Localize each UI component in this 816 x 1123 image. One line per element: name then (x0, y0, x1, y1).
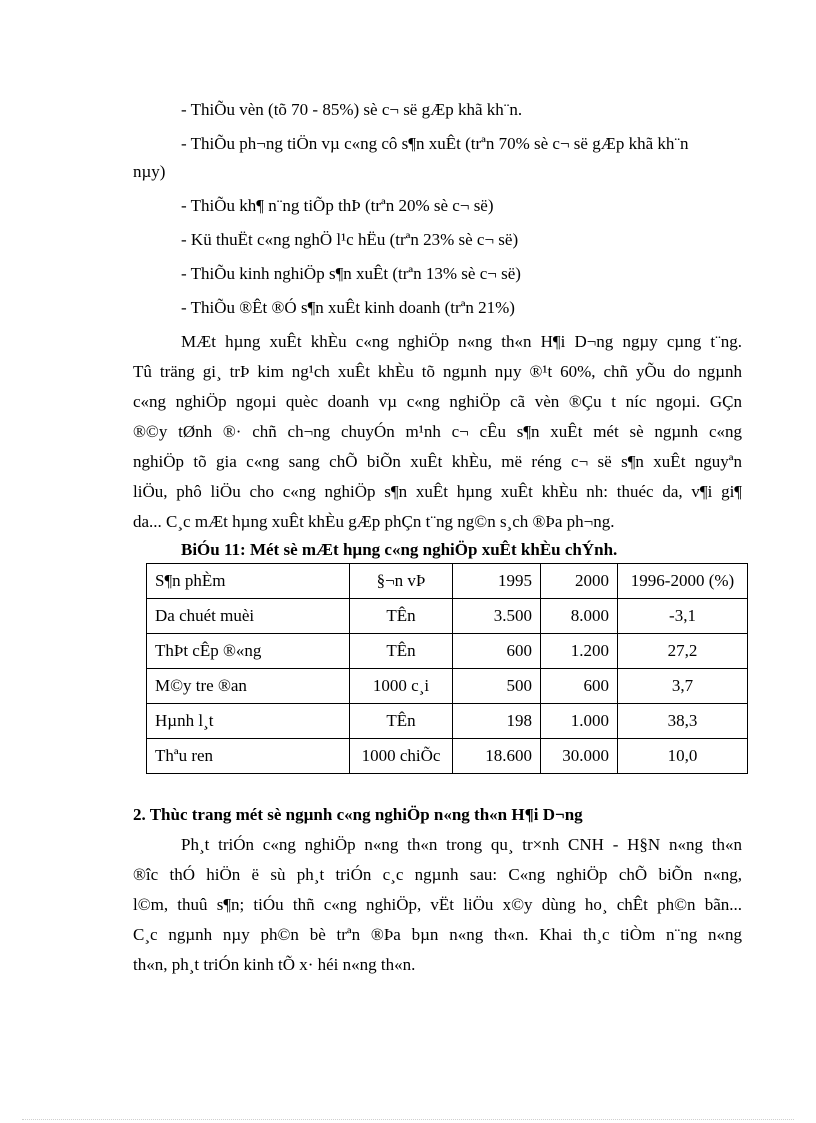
header-cell: 2000 (541, 564, 618, 599)
bullet-item: - ThiÕu kinh nghiÖp s¶n xuÊt (trªn 13% sè c¬ së) (181, 264, 521, 283)
cell-growth: 10,0 (618, 739, 748, 774)
cell-growth: 3,7 (618, 669, 748, 704)
cell-product: M©y tre ®an (147, 669, 350, 704)
cell-1995: 500 (453, 669, 541, 704)
paragraph-line: MÆt hµng xuÊt khÈu c«ng nghiÖp n«ng th«n H¶i D¬ng ngµy cµng t¨ng. (181, 332, 742, 351)
cell-growth: 38,3 (618, 704, 748, 739)
page-bottom-rule (22, 1119, 794, 1120)
cell-2000: 600 (541, 669, 618, 704)
cell-unit: TÊn (350, 704, 453, 739)
header-cell: 1995 (453, 564, 541, 599)
cell-growth: 27,2 (618, 634, 748, 669)
cell-2000: 8.000 (541, 599, 618, 634)
cell-unit: 1000 c¸i (350, 669, 453, 704)
section-heading: 2. Thùc trang mét sè ngµnh c«ng nghiÖp n«ng th«n H¶i D¬ng (133, 805, 583, 824)
cell-1995: 600 (453, 634, 541, 669)
cell-1995: 18.600 (453, 739, 541, 774)
cell-product: Hµnh l¸t (147, 704, 350, 739)
cell-1995: 198 (453, 704, 541, 739)
paragraph-line: th«n, ph¸t triÓn kinh tÕ x· héi n«ng th«n. (133, 955, 416, 974)
cell-growth: -3,1 (618, 599, 748, 634)
table-row (147, 739, 748, 774)
bullet-item: - Kü thuËt c«ng nghÖ l¹c hËu (trªn 23% sè c¬ së) (181, 230, 519, 249)
cell-2000: 1.000 (541, 704, 618, 739)
table-header-row (147, 564, 748, 599)
paragraph-line: c«ng nghiÖp ngoµi quèc doanh vµ c«ng nghiÖp cã vèn ®Çu t níc ngoµi. GÇn (133, 392, 742, 411)
cell-1995: 3.500 (453, 599, 541, 634)
paragraph-line: liÖu, phô liÖu cho c«ng nghiÖp s¶n xuÊt hµng xuÊt khÈu nh: thuéc da, v¶i gi¶ (133, 482, 742, 501)
paragraph-line: Ph¸t triÓn c«ng nghiÖp n«ng th«n trong qu¸ tr×nh CNH - H§N n«ng th«n (181, 835, 742, 854)
table-row (147, 669, 748, 704)
cell-product: ThÞt cÊp ®«ng (147, 634, 350, 669)
bullet-item: - ThiÕu kh¶ n¨ng tiÕp thÞ (trªn 20% sè c¬ së) (181, 196, 494, 215)
cell-product: Thªu ren (147, 739, 350, 774)
cell-unit: TÊn (350, 634, 453, 669)
table-row (147, 704, 748, 739)
cell-unit: TÊn (350, 599, 453, 634)
bullet-item: - ThiÕu vèn (tõ 70 - 85%) sè c¬ së gÆp khã kh¨n. (181, 100, 523, 119)
bullet-item-continuation: nµy) (133, 162, 166, 181)
paragraph-line: nghiÖp tõ gia c«ng sang chÕ biÕn xuÊt khÈu, më réng c¬ së s¶n xuÊt nguyªn (133, 452, 742, 471)
cell-2000: 30.000 (541, 739, 618, 774)
header-cell: §¬n vÞ (350, 564, 453, 599)
table-title: BiÓu 11: Mét sè mÆt hµng c«ng nghiÖp xuÊt khÈu chÝnh. (181, 540, 618, 559)
cell-2000: 1.200 (541, 634, 618, 669)
cell-product: Da chuét muèi (147, 599, 350, 634)
paragraph-line: da... C¸c mÆt hµng xuÊt khÈu gÆp phÇn t¨ng ng©n s¸ch ®Þa ph¬ng. (133, 512, 615, 531)
bullet-item: - ThiÕu ph¬ng tiÖn vµ c«ng cô s¶n xuÊt (trªn 70% sè c¬ së gÆp khã kh¨n (181, 134, 689, 153)
paragraph-line: ®îc thÓ hiÖn ë sù ph¸t triÓn c¸c ngµnh sau: C«ng nghiÖp chÕ biÕn n«ng, (133, 865, 742, 884)
paragraph-line: Tû träng gi¸ trÞ kim ng¹ch xuÊt khÈu tõ ngµnh nµy ®¹t 60%, chñ yÕu do ngµnh (133, 362, 742, 381)
table-row (147, 634, 748, 669)
header-cell: 1996-2000 (%) (618, 564, 748, 599)
paragraph-line: C¸c ngµnh nµy ph©n bè trªn ®Þa bµn n«ng th«n. Khai th¸c tiÒm n¨ng n«ng (133, 925, 742, 944)
cell-unit: 1000 chiÕc (350, 739, 453, 774)
paragraph-line: l©m, thuû s¶n; tiÓu thñ c«ng nghiÖp, vËt liÖu x©y dùng ho¸ chÊt ph©n bãn... (133, 895, 742, 914)
export-products-table (146, 563, 748, 774)
bullet-item: - ThiÕu ®Êt ®Ó s¶n xuÊt kinh doanh (trªn 21%) (181, 298, 515, 317)
header-cell: S¶n phÈm (147, 564, 350, 599)
table-row (147, 599, 748, 634)
paragraph-line: ®©y tØnh ®· chñ ch¬ng chuyÓn m¹nh c¬ cÊu s¶n xuÊt mét sè ngµnh c«ng (133, 422, 742, 441)
